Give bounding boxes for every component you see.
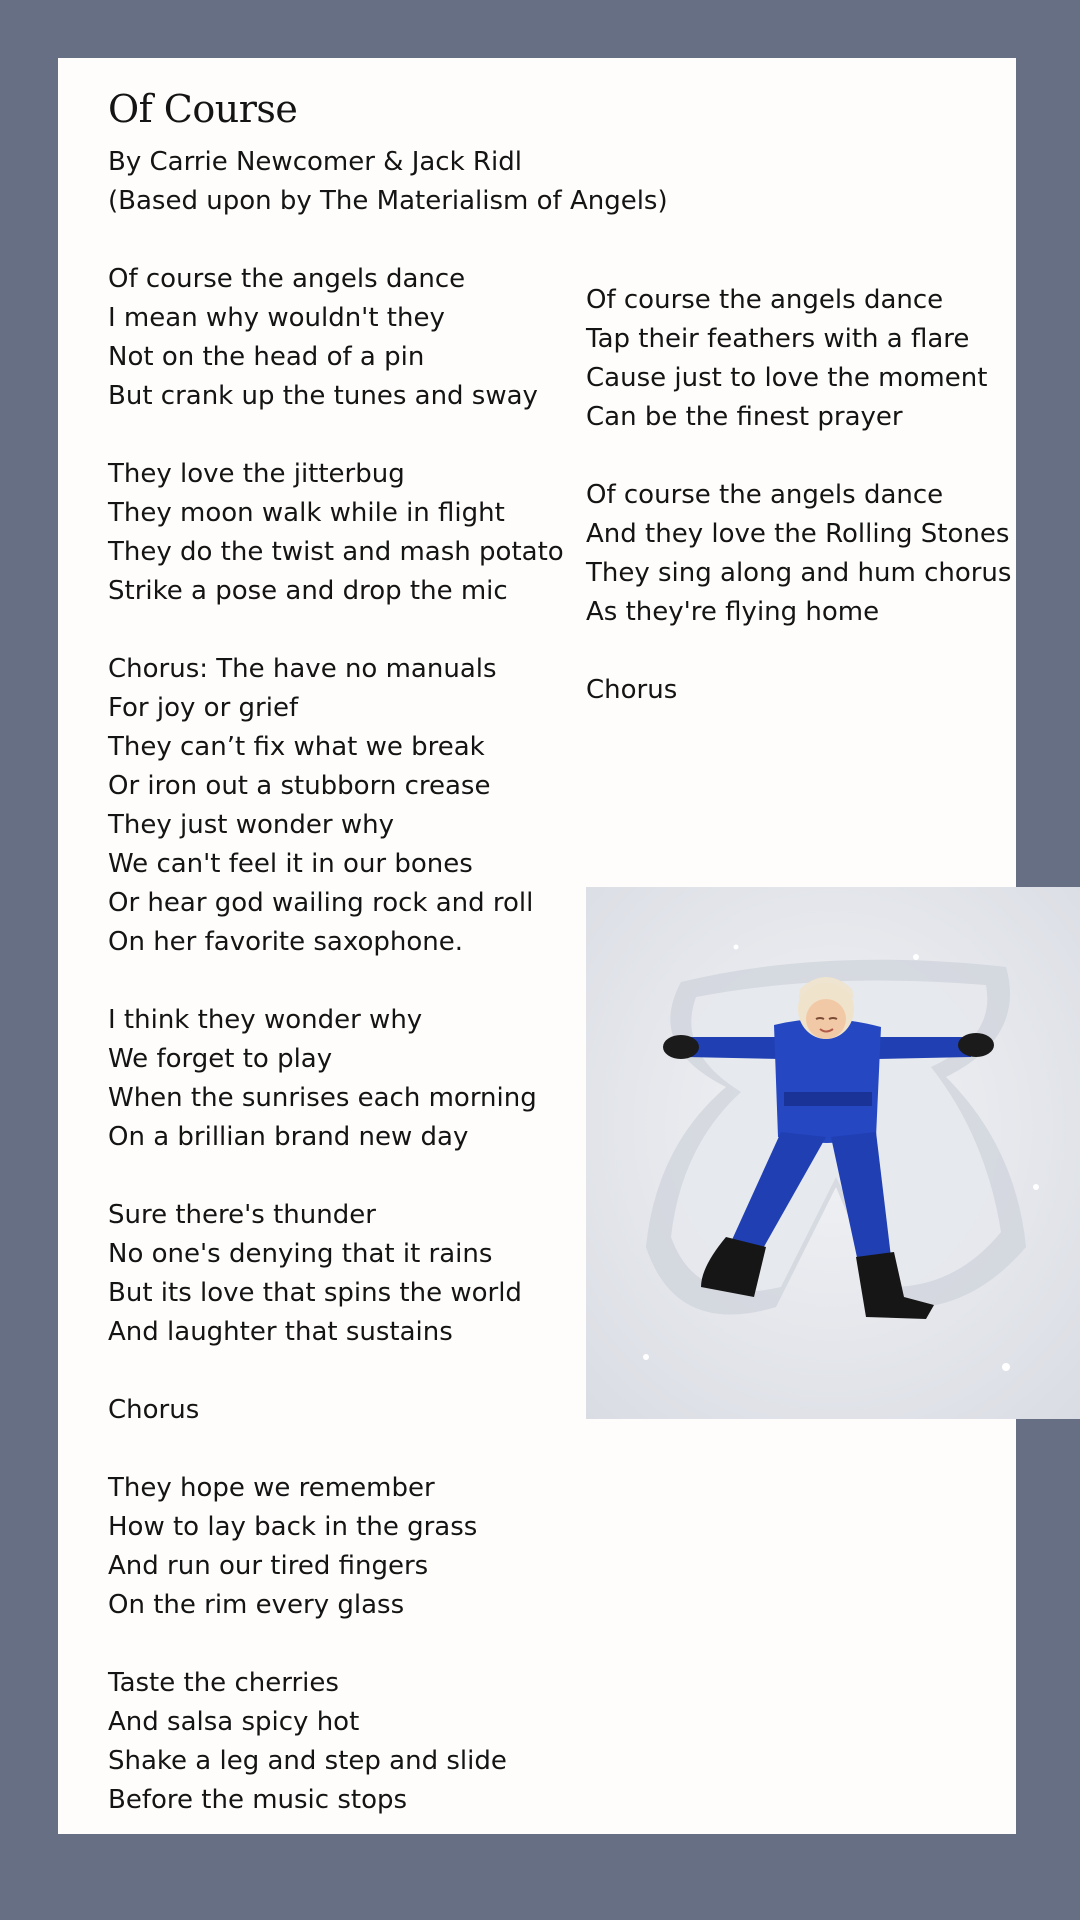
- poem-line: And laughter that sustains: [108, 1317, 453, 1347]
- left-column: [108, 260, 564, 1859]
- poem-line: Chorus: [108, 1395, 200, 1425]
- based-upon: (Based upon by The Materialism of Angels): [108, 186, 668, 216]
- poem-title: Of Course: [108, 87, 298, 131]
- poem-line: Or iron out a stubborn crease: [108, 771, 491, 801]
- poem-line: And salsa spicy hot: [108, 1707, 360, 1737]
- poem-line: And run our tired fingers: [108, 1551, 429, 1581]
- poem-line: Sure there's thunder: [108, 1200, 376, 1230]
- poem-line: They hope we remember: [108, 1473, 435, 1503]
- byline: By Carrie Newcomer & Jack Ridl: [108, 147, 522, 177]
- poem-line: When the sunrises each morning: [108, 1083, 537, 1113]
- stanza: [586, 671, 1011, 710]
- stanza: [586, 476, 1011, 632]
- poem-line: I mean why wouldn't they: [108, 303, 445, 333]
- poem-line: On a brillian brand new day: [108, 1122, 469, 1152]
- poem-line: Can be the finest prayer: [586, 402, 903, 432]
- poem-line: Strike a pose and drop the mic: [108, 576, 508, 606]
- stanza: [108, 455, 564, 611]
- poem-line: They sing along and hum chorus: [586, 558, 1012, 588]
- stanza: [108, 1001, 564, 1157]
- poem-line: They moon walk while in flight: [108, 498, 505, 528]
- stanza: [108, 1391, 564, 1430]
- stanza: [108, 1664, 564, 1820]
- poem-line: They can’t fix what we break: [108, 732, 485, 762]
- poem-line: They do the twist and mash potato: [108, 537, 564, 567]
- poem-line: How to lay back in the grass: [108, 1512, 478, 1542]
- poem-line: As they're flying home: [586, 597, 880, 627]
- poem-line: We forget to play: [108, 1044, 333, 1074]
- poem-line: Cause just to love the moment: [586, 363, 988, 393]
- poem-line: I think they wonder why: [108, 1005, 423, 1035]
- stanza: [586, 281, 1011, 437]
- poem-line: Not on the head of a pin: [108, 342, 425, 372]
- poem-line: Tap their feathers with a flare: [586, 324, 970, 354]
- poem-line: But crank up the tunes and sway: [108, 381, 538, 411]
- poem-line: And they love the Rolling Stones: [586, 519, 1010, 549]
- poem-line: Of course the angels dance: [108, 264, 466, 294]
- poem-line: No one's denying that it rains: [108, 1239, 493, 1269]
- stanza: [108, 650, 564, 962]
- poem-line: For joy or grief: [108, 693, 299, 723]
- poem-line: But its love that spins the world: [108, 1278, 522, 1308]
- stanza: [108, 260, 564, 416]
- poem-line: Chorus: The have no manuals: [108, 654, 497, 684]
- poem-meta: [108, 143, 668, 221]
- poem-line: On the rim every glass: [108, 1590, 405, 1620]
- poem-line: Of course the angels dance: [586, 480, 944, 510]
- poem-line: Of course the angels dance: [586, 285, 944, 315]
- right-column: [586, 281, 1011, 749]
- poem-line: Shake a leg and step and slide: [108, 1746, 507, 1776]
- stanza: [108, 1196, 564, 1352]
- snow-angel-photo: [586, 887, 1080, 1419]
- poem-line: They just wonder why: [108, 810, 394, 840]
- poem-line: Chorus: [586, 675, 678, 705]
- poem-line: On her favorite saxophone.: [108, 927, 463, 957]
- poem-line: Before the music stops: [108, 1785, 408, 1815]
- poem-line: Taste the cherries: [108, 1668, 339, 1698]
- poem-line: They love the jitterbug: [108, 459, 405, 489]
- poem-line: Or hear god wailing rock and roll: [108, 888, 534, 918]
- stanza: [108, 1469, 564, 1625]
- poem-line: We can't feel it in our bones: [108, 849, 473, 879]
